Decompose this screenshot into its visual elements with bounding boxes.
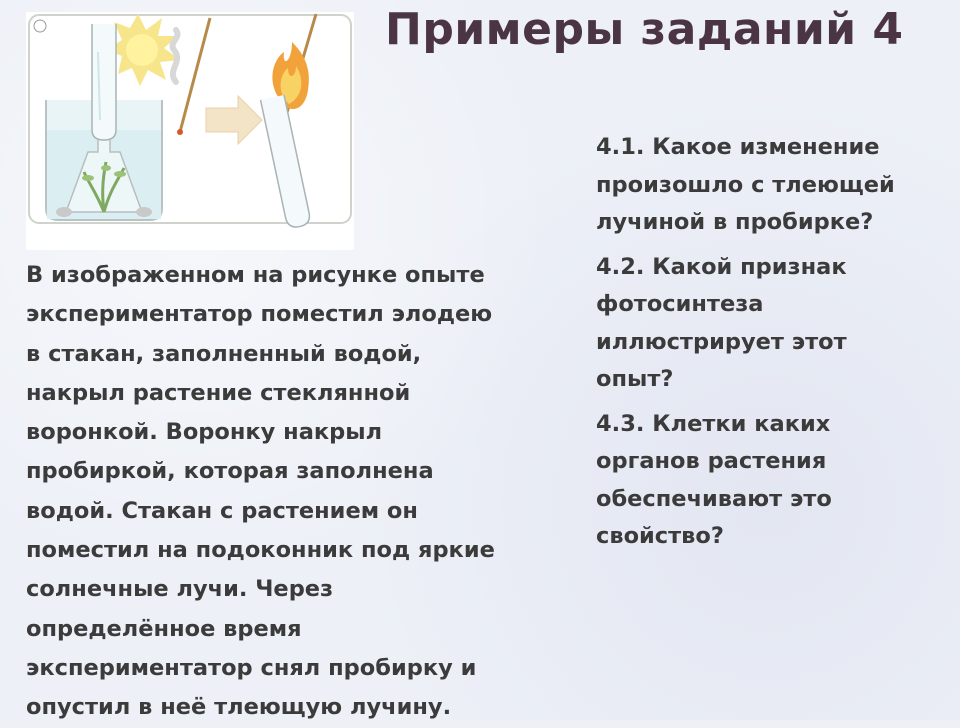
body-line: солнечные лучи. Через: [26, 576, 334, 603]
body-line: опустил в неё тлеющую лучину.: [26, 694, 452, 721]
question-4-3: [596, 406, 946, 556]
body-line: воронкой. Воронку накрыл: [26, 419, 383, 446]
body-line: В изображенном на рисунке опыте: [26, 262, 485, 288]
question-4-1: [596, 129, 946, 242]
body-line: в стакан, заполненный водой,: [26, 340, 422, 367]
experiment-figure: [26, 12, 354, 250]
question-line: свойство?: [596, 523, 724, 549]
question-line: опыт?: [596, 366, 674, 392]
question-line: 4.1. Какое изменение: [596, 134, 880, 160]
body-line: водой. Стакан с растением он: [26, 497, 418, 524]
question-line: иллюстрирует этот: [596, 328, 847, 355]
question-line: произошло с тлеющей: [596, 171, 895, 198]
body-line: экспериментатор снял пробирку и: [26, 654, 477, 681]
body-line: экспериментатор поместил элодею: [26, 301, 493, 328]
body-line: определённое время: [26, 615, 302, 642]
question-line: лучиной в пробирке?: [596, 209, 874, 235]
slide-title: Примеры заданий 4: [385, 4, 904, 55]
question-line: 4.3. Клетки каких: [596, 410, 831, 437]
question-line: органов растения: [596, 448, 827, 474]
body-line: пробиркой, которая заполнена: [26, 458, 434, 485]
body-line: накрыл растение стеклянной: [26, 379, 411, 406]
question-list: [596, 129, 946, 563]
question-line: 4.2. Какой признак: [596, 253, 847, 280]
question-line: фотосинтеза: [596, 291, 764, 317]
question-4-2: [596, 249, 946, 399]
body-line: поместил на подоконник под яркие: [26, 537, 495, 564]
question-line: обеспечивают это: [596, 485, 832, 512]
task-description: [26, 256, 546, 728]
experiment-illustration-icon: [26, 12, 354, 250]
